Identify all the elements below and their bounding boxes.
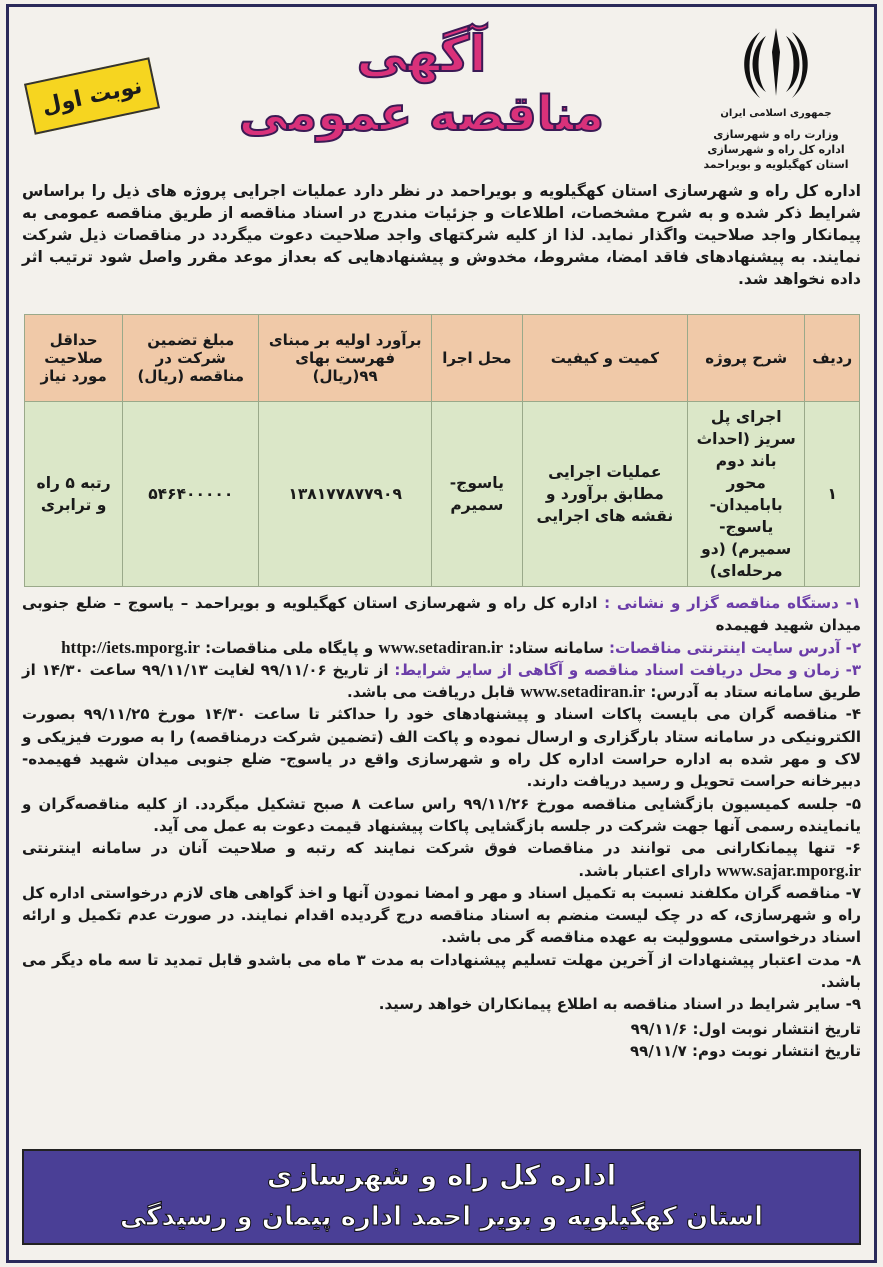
clause-6 xyxy=(22,837,861,882)
cell-estimate: ۱۳۸۱۷۷۸۷۷۹۰۹ xyxy=(259,402,432,587)
clause-3 xyxy=(22,659,861,704)
cell-rank: رتبه ۵ راه و ترابری xyxy=(25,402,123,587)
clause-1-title: ۱- دستگاه مناقصه گزار و نشانی : xyxy=(604,594,861,612)
cell-desc: اجرای پل سریز (احداث باند دوم محور بابامیدان- یاسوج- سمیرم) (دو مرحله‌ای) xyxy=(688,402,805,587)
cell-bond: ۵۴۶۴۰۰۰۰۰ xyxy=(123,402,259,587)
setadiran-link[interactable]: www.setadiran.ir xyxy=(378,637,504,657)
clause-3-text-a: از تاریخ ۹۹/۱۱/۰۶ لغایت ۹۹/۱۱/۱۳ ساعت ۱۴/۳۰ از طریق سامانه ستاد به آدرس: xyxy=(22,660,861,702)
date-first: تاریخ انتشار نوبت اول: ۹۹/۱۱/۶ xyxy=(630,1019,861,1038)
emblem-caption: جمهوری اسلامی ایران xyxy=(720,108,832,119)
title-line-2: مناقصه عمومی xyxy=(238,86,605,142)
sajar-link[interactable]: www.sajar.mporg.ir xyxy=(716,860,861,880)
clause-9: ۹- سایر شرایط در اسناد مناقصه به اطلاع پیمانکاران خواهد رسید. xyxy=(378,995,861,1014)
clause-6-text: ۶- تنها پیمانکارانی می توانند در مناقصات فوق شرکت نمایند که رتبه و صلاحیت آنان در سامانه اینترنتی xyxy=(22,839,861,858)
ministry-line: اداره کل راه و شهرسازی xyxy=(707,143,845,156)
setadiran-link-2[interactable]: www.setadiran.ir xyxy=(520,682,646,702)
table-header-row xyxy=(25,315,860,402)
cell-num: ۱ xyxy=(805,402,860,587)
header-estimate: برآورد اولیه بر مبنای فهرست بهای ۹۹(ریال) xyxy=(259,315,432,402)
clause-1-text: اداره کل راه و شهرسازی استان کهگیلویه و بویراحمد – یاسوج – ضلع جنوبی میدان شهید فهیمده xyxy=(22,594,861,635)
header-desc: شرح پروژه xyxy=(688,315,805,402)
clauses-section xyxy=(22,592,861,1062)
iets-link[interactable]: http://iets.mporg.ir xyxy=(61,637,200,657)
header-qty: کمیت و کیفیت xyxy=(522,315,687,402)
intro-paragraph: اداره کل راه و شهرسازی استان کهگیلویه و بویراحمد در نظر دارد عملیات اجرایی پروژه های ذیل را براساس شرایط ذکر شده و به شرح مشخصات، اطلاعات و جزئیات مندرج در اسناد مناقصه از طریق مناقصه عمومی به پیمانکار واجد صلاحیت واگذار نماید. لذا از کلیه شرکتهای واجد صلاحیت دعوت میگردد در مناقصات ذیل شرکت نمایند. به پیشنهادهای فاقد امضا، مشروط، مخدوش و پیشنهادهایی که بعداز موعد مقرر واصل شود ترتیب اثر داده نخواهد شد. xyxy=(22,182,861,288)
clause-2 xyxy=(22,637,861,659)
issuer-block xyxy=(701,22,851,172)
clause-2-text-b: و پایگاه ملی مناقصات: xyxy=(205,638,374,657)
clause-6-tail: دارای اعتبار باشد. xyxy=(578,861,712,880)
clause-7: ۷- مناقصه گران مکلفند نسبت به تکمیل اسناد و مهر و امضا نمودن آنها و اخذ گواهی های لازم درخواستی اداره کل راه و شهرسازی، که در چک لیست منضم به اسناد مناقصه درج گردیده اقدام نمایند. در صورت عدم تکمیل و ارائه اسناد درخواستی مسوولیت به عهده مناقصه گر می باشد. xyxy=(22,883,861,947)
table-row xyxy=(25,402,860,587)
cell-qty: عملیات اجرایی مطابق برآورد و نقشه های اجرایی xyxy=(522,402,687,587)
cell-loc: یاسوج- سمیرم xyxy=(431,402,522,587)
header-bond: مبلغ تضمین شرکت در مناقصه (ریال) xyxy=(123,315,259,402)
clause-5: ۵- جلسه کمیسیون بازگشایی مناقصه مورخ ۹۹/۱۱/۲۶ راس ساعت ۸ صبح تشکیل میگردد. از کلیه مناقصه‌گران و یانماینده رسمی آنها جهت شرکت در جلسه بازگشایی پاکات پیشنهاد قیمت دعوت به عمل می آید. xyxy=(22,794,861,835)
ministry-lines xyxy=(701,127,851,172)
header-num: ردیف xyxy=(805,315,860,402)
notice-title xyxy=(200,24,643,144)
clause-8: ۸- مدت اعتبار پیشنهادات از آخرین مهلت تسلیم پیشنهادات به مدت ۳ ماه می باشدو قابل تمدید تا سه ماه دیگر می باشد. xyxy=(22,950,861,992)
round-badge: نوبت اول xyxy=(24,57,160,134)
publication-dates xyxy=(22,1018,861,1063)
footer-banner xyxy=(22,1149,861,1245)
header-rank: حداقل صلاحیت مورد نیاز xyxy=(25,315,123,402)
clause-4: ۴- مناقصه گران می بایست پاکات اسناد و پیشنهادهای خود را حداکثر تا ساعت ۱۴/۳۰ مورخ ۹۹/۱۱/۲۵ بصورت الکترونیکی در سامانه ستاد بارگزاری و ارسال نموده و پاکت الف (تضمین شرکت درمناقصه) را به صورت فیزیکی و لاک و مهر شده به اداره حراست اداره کل راه و شهرسازی واقع در یاسوج- ضلع جنوبی میدان شهید فهیمده- دبیرخانه حراست تحویل و رسید دریافت دارند. xyxy=(22,705,861,791)
clause-1 xyxy=(22,592,861,637)
header-loc: محل اجرا xyxy=(431,315,522,402)
clause-3-text-b: قابل دریافت می باشد. xyxy=(346,683,516,702)
projects-table xyxy=(24,314,860,587)
title-line-1: آگهی xyxy=(356,25,487,83)
clause-2-title: ۲- آدرس سایت اینترنتی مناقصات: xyxy=(609,638,861,657)
clause-2-text-a: سامانه ستاد: xyxy=(508,638,604,657)
ministry-line: استان کهگیلویه و بویراحمد xyxy=(703,158,849,171)
footer-line-2: استان کهگیلویه و بویر احمد اداره پیمان و رسیدگی xyxy=(119,1202,764,1232)
clause-3-title: ۳- زمان و محل دریافت اسناد مناقصه و آگاهی از سایر شرایط: xyxy=(394,660,861,679)
notice-header xyxy=(10,6,873,176)
date-second: تاریخ انتشار نوبت دوم: ۹۹/۱۱/۷ xyxy=(630,1041,861,1060)
ministry-line: وزارت راه و شهرسازی xyxy=(713,128,839,141)
iran-emblem-icon xyxy=(736,22,816,102)
footer-line-1: اداره کل راه و شهرسازی xyxy=(266,1159,617,1192)
